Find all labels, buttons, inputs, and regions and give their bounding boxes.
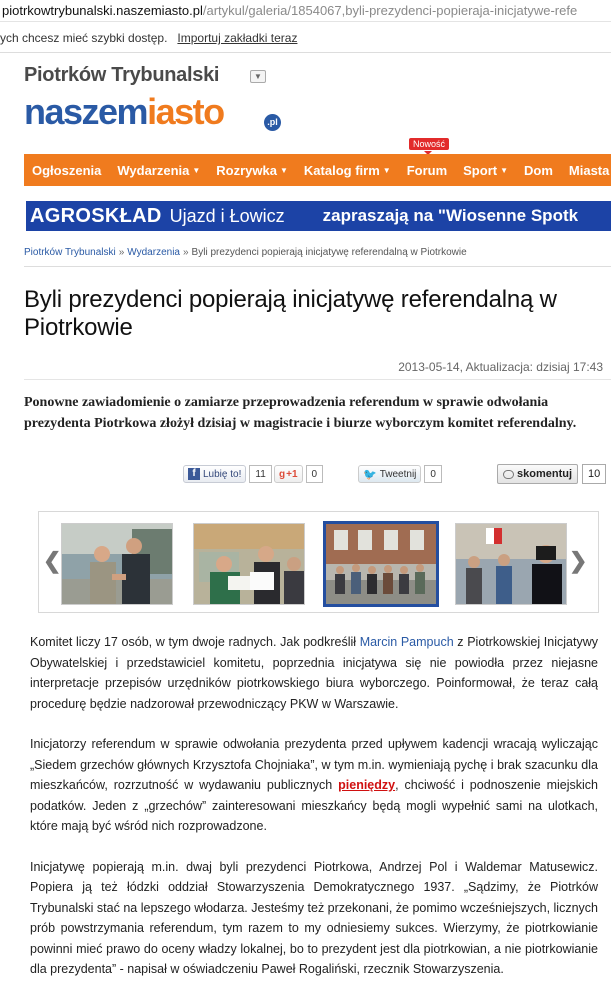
chevron-right-icon[interactable]: ❯ — [569, 548, 588, 573]
breadcrumb-current: Byli prezydenci popierają inicjatywę referendalną w Piotrkowie — [191, 247, 467, 258]
nav-label: Wydarzenia — [117, 162, 190, 178]
banner-brand: AGROSKŁAD — [30, 204, 162, 227]
gplus-count: 0 — [306, 465, 324, 483]
paragraph-text: z Piotrkowskiej Inicjatywy Obywatelskiej i przedstawiciel komitetu, poprzednia inicjatywa się nie powiodła przez niejasne interpretacje przepisów urzędników piotrkowskiego biura wyborczego. Poinformował, że teraz całą procedurę będzie nadzorował przewodniczący PKW w Warszawie. — [30, 635, 598, 711]
banner-locations: Ujazd i Łowicz — [169, 205, 285, 226]
city-dropdown-icon[interactable]: ▼ — [250, 70, 266, 83]
ad-banner[interactable] — [26, 201, 611, 231]
gplus-widget — [274, 464, 323, 484]
comment-label: skomentuj — [517, 468, 573, 480]
nav-item-ogloszenia[interactable] — [24, 154, 109, 186]
facebook-icon: f — [188, 468, 200, 480]
gallery-thumb-3-active[interactable] — [323, 521, 439, 607]
nav-item-dom[interactable] — [516, 154, 561, 186]
article-dateline: 2013-05-14, Aktualizacja: dzisiaj 17:43 — [398, 360, 603, 374]
infobar-text: ych chcesz mieć szybki dostęp. — [0, 31, 168, 45]
photo-gallery — [38, 511, 599, 613]
gallery-thumb-1[interactable] — [61, 523, 173, 605]
tweet-count: 0 — [424, 465, 442, 483]
article-title: Byli prezydenci popierają inicjatywę referendalną w Piotrkowie — [24, 286, 557, 341]
bookmarks-infobar — [0, 23, 611, 53]
breadcrumb-separator: » — [182, 247, 189, 258]
comment-widget — [497, 464, 606, 484]
nav-item-rozrywka[interactable] — [208, 154, 296, 186]
import-bookmarks-link[interactable]: Importuj zakładki teraz — [177, 31, 298, 45]
main-nav — [24, 154, 611, 186]
gallery-thumb-2[interactable] — [193, 523, 305, 605]
logo-part1: naszem — [24, 91, 148, 132]
keyword-link-pieniadze[interactable]: pieniędzy — [338, 778, 396, 792]
facebook-like-button[interactable] — [183, 465, 246, 483]
facebook-like-count: 11 — [249, 465, 271, 483]
chevron-left-icon[interactable]: ❮ — [43, 548, 62, 573]
nav-label: Ogłoszenia — [32, 162, 102, 178]
site-logo[interactable] — [24, 92, 224, 132]
facebook-like-label: Lubię to! — [203, 468, 242, 480]
facebook-like-widget — [183, 464, 272, 484]
photo-group-with-papers — [194, 524, 305, 605]
photo-two-men-handshake — [62, 524, 173, 605]
gplus-label: +1 — [286, 468, 298, 480]
gplus-button[interactable] — [274, 465, 303, 483]
nav-item-sport[interactable] — [455, 154, 516, 186]
url-path: /artykul/galeria/1854067,byli-prezydenci-popieraja-inicjatywe-refe — [202, 3, 578, 18]
caret-down-icon: ▼ — [192, 165, 201, 175]
nav-item-wydarzenia[interactable] — [109, 154, 208, 186]
caret-down-icon: ▼ — [500, 165, 509, 175]
article-body — [30, 632, 598, 1000]
nav-label: Katalog firm — [303, 162, 380, 178]
nav-item-katalog-firm[interactable] — [296, 154, 399, 186]
caret-down-icon: ▼ — [382, 165, 391, 175]
twitter-bird-icon: 🐦 — [363, 468, 377, 481]
nav-label: Sport — [463, 162, 498, 178]
nav-label: Dom — [524, 162, 553, 178]
gplus-icon: g — [279, 468, 286, 480]
caret-down-icon: ▼ — [280, 165, 288, 175]
nav-label: Miasta — [568, 162, 610, 178]
nav-label: Rozrywka — [216, 162, 277, 178]
comment-button[interactable] — [497, 464, 578, 484]
tweet-widget — [358, 464, 442, 484]
article-paragraph — [30, 632, 598, 714]
nav-item-miasta[interactable] — [561, 154, 611, 186]
logo-part2: iasto — [147, 91, 224, 132]
photo-crowd-outside-building — [326, 524, 436, 604]
new-badge: Nowość — [409, 138, 449, 150]
article-paragraph — [30, 734, 598, 837]
article-paragraph: Inicjatywę popierają m.in. dwaj byli prezydenci Piotrkowa, Andrzej Pol i Waldemar Matusewicz. Popiera ją też łódzki oddział Stowarzyszenia Demokratycznego 1937. „Sądzimy, że Piotrków Trybunalski stać na lepszego włodarza. Jesteśmy też przekonani, że pomimo wcześniejszych, licznych prób powstrzymania referendum, tym razem to my odniesiemy sukces. Wierzymy, że piotrkowianie powinni mieć prawo do oceny władzy lokalnej, bo to prezydent jest dla piotrkowian, a nie piotrkowianie dla prezydenta” - napisał w oświadczeniu Paweł Rogaliński, rzecznik Stowarzyszenia. — [30, 859, 598, 976]
url-host: piotrkowtrybunalski.naszemiasto.pl — [2, 3, 203, 18]
person-link-marcin-pampuch[interactable]: Marcin Pampuch — [359, 635, 454, 649]
paragraph-text: Inicjatorzy referendum w sprawie odwołania prezydenta przed upływem kadencji wracają wyliczając „Siedem grzechów głównych Krzysztofa Chojniaka”, w tym m.in. wymieniają pychę i brak szacunku dla mieszkańców, rozrzutność w wydawaniu publicznych — [30, 737, 598, 792]
paragraph-text: Komitet liczy 17 osób, w tym dwoje radnych. Jak podkreślił — [30, 635, 360, 649]
tweet-label: Tweetnij — [379, 468, 417, 480]
article-lead: Ponowne zawiadomienie o zamiarze przeprowadzenia referendum w sprawie odwołania prezydenta Piotrkowa złożył dzisiaj w magistracie i biurze wyborczym komitet referendalny. — [24, 395, 577, 431]
site-city-title[interactable]: Piotrków Trybunalski — [24, 64, 220, 86]
address-bar[interactable] — [0, 0, 611, 22]
comment-count: 10 — [582, 464, 606, 484]
nav-label: Forum — [406, 162, 448, 178]
divider — [24, 379, 611, 380]
breadcrumb-separator: » — [118, 247, 125, 258]
breadcrumb-link-city[interactable]: Piotrków Trybunalski — [24, 247, 116, 258]
breadcrumb — [24, 247, 467, 258]
logo-pl-badge: .pl — [264, 114, 281, 131]
tweet-button[interactable] — [358, 465, 421, 483]
divider — [24, 266, 611, 267]
gallery-thumb-4[interactable] — [455, 523, 567, 605]
photo-people-near-flag — [456, 524, 567, 605]
comment-bubble-icon — [503, 470, 514, 479]
paragraph-text: , chciwość i podnoszenie miejskich podatków. Jeden z „grzechów” zainteresowani mieszkańcy będą mogli wypełnić sami na ulotkach, które mają być wśród nich rozprowadzone. — [30, 778, 598, 833]
banner-invite: zapraszają na "Wiosenne Spotk — [322, 206, 579, 225]
nav-item-forum[interactable] — [399, 154, 455, 186]
breadcrumb-link-wydarzenia[interactable]: Wydarzenia — [127, 247, 180, 258]
